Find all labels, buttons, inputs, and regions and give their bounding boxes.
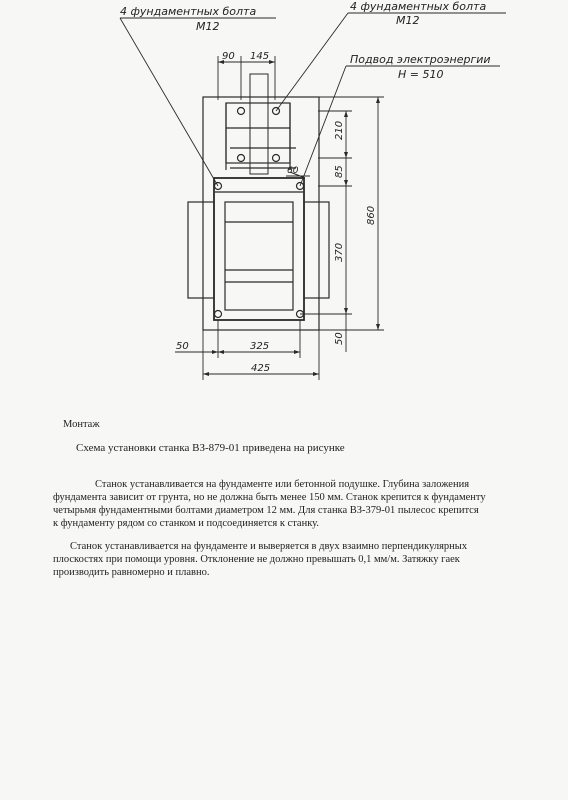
callout-power-line1: Подвод электроэнергии [350,53,491,66]
dim-60: 60 [287,166,299,176]
callout-power-line2: Н = 510 [398,68,444,81]
paragraph-2-line-3: производить равномерно и плавно. [53,567,210,578]
callout-bolts-left-line1: 4 фундаментных болта [120,5,257,18]
dim-860: 860 [366,205,377,225]
foundation-outline [203,97,319,330]
upper-column [250,74,268,174]
section-heading: Монтаж [63,419,100,430]
callout-bolts-left-line2: М12 [196,20,220,33]
dim-50-right: 50 [334,332,345,345]
figure-caption: Схема установки станка ВЗ-879-01 приведена на рисунке [76,442,345,454]
dim-370: 370 [334,242,345,262]
paragraph-2-line-1: Станок устанавливается на фундаменте и выверяется в двух взаимно перпендикулярных [70,541,468,552]
dim-425: 425 [251,363,271,374]
paragraph-1-line-4: к фундаменту рядом со станком и подсоединяется к станку. [53,518,319,529]
machine-frame [214,178,304,320]
dim-85: 85 [334,165,345,178]
bolt-hole-mid-left [238,155,245,162]
paragraph-1-line-2: фундамента зависит от грунта, но не должна быть менее 150 мм. Станок крепится к фундаменту [53,492,486,503]
side-block-right [304,202,329,298]
upper-bracket [226,103,290,163]
callout-bolts-right-line2: М12 [396,14,420,27]
bolt-hole-upper-left [238,108,245,115]
dim-145: 145 [250,51,270,62]
paragraph-1-line-1: Станок устанавливается на фундаменте или бетонной подушке. Глубина заложения [95,479,470,490]
bolt-hole-frame-bottom-left [215,311,222,318]
dim-325: 325 [250,341,270,352]
dim-90: 90 [222,51,235,62]
callout-bolts-right-line1: 4 фундаментных болта [350,0,487,13]
dim-210: 210 [334,120,345,140]
side-block-left [188,202,214,298]
paragraph-2-line-2: плоскостях при помощи уровня. Отклонение не должно превышать 0,1 мм/м. Затяжку гаек [53,554,460,565]
dim-50-left: 50 [176,341,189,352]
bolt-hole-mid-right [273,155,280,162]
paragraph-1-line-3: четырьмя фундаментными болтами диаметром 12 мм. Для станка ВЗ-379-01 пылесос крепится [53,505,479,516]
inner-panel [225,202,293,310]
